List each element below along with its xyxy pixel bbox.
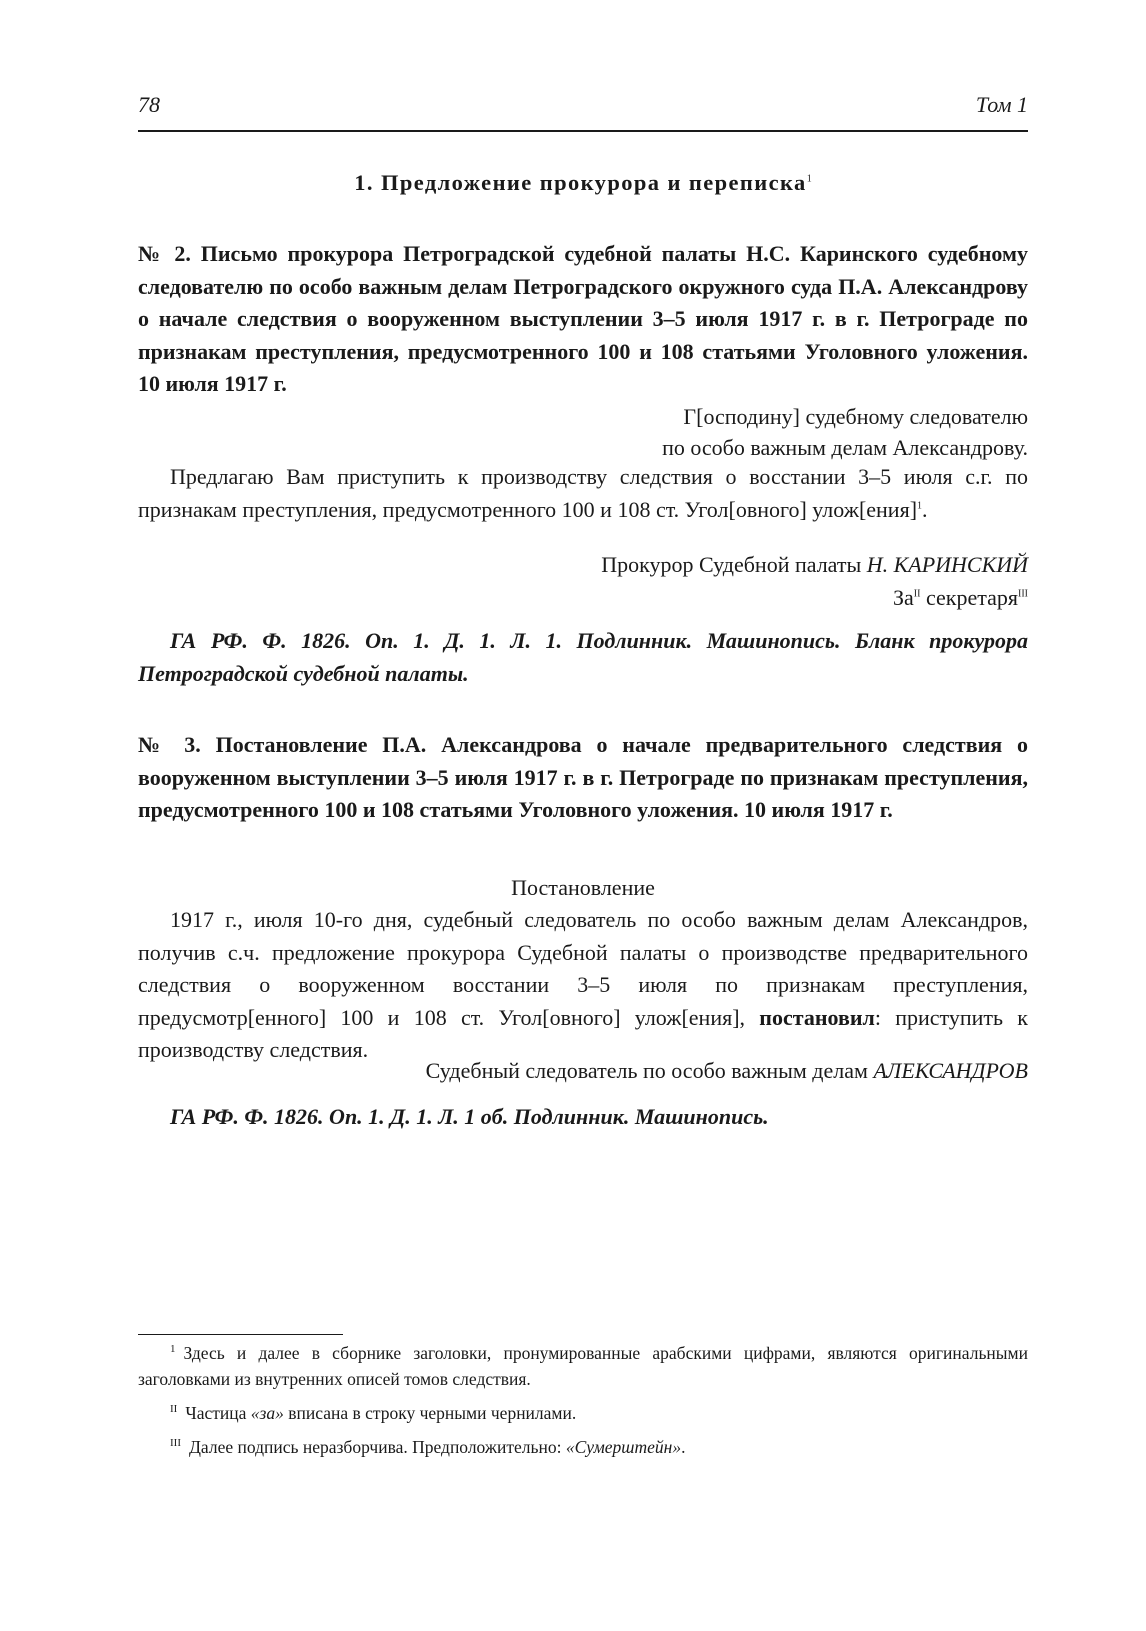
doc2-secretary: $За^{II}$ секретаря$^{III}$: [893, 585, 1028, 610]
footnote-ref: 1: [917, 500, 923, 512]
section-title: 1. Предложение прокурора и переписка$^1$: [354, 170, 812, 195]
doc2-address-line2: по особо важным делам Александрову.: [662, 435, 1028, 460]
doc2-archival-reference: ГА РФ. Ф. 1826. Оп. 1. Д. 1. Л. 1. Подлинник. Машинопись. Бланк прокурора Петроградской судебной палаты.: [138, 628, 1028, 686]
footnote-rule: [138, 1334, 343, 1335]
footnote: $^1$ Здесь и далее в сборнике заголовки, пронумированные арабскими цифрами, являются оригинальными заголовками из внутренних описей томов следствия.: [138, 1343, 1028, 1389]
footnote-ref: III: [1018, 588, 1028, 600]
page-number: 78: [138, 92, 160, 117]
doc3-title: Постановление: [511, 875, 655, 900]
footnote-ref: 1: [806, 173, 812, 185]
doc3-heading: № 3. Постановление П.А. Александрова о начале предварительного следствия о вооруженном выступлении 3–5 июля 1917 г. в г. Петрограде по признакам преступления, предусмотренного 100 и 108 статьями Уголовного уложения. 10 июля 1917 г.: [138, 732, 1028, 823]
doc2-body: Предлагаю Вам приступить к производству следствия о восстании 3–5 июля с.г. по признакам преступления, предусмотренного 100 и 108 ст. Угол[овного] улож[ения]$^1$.: [138, 464, 1028, 522]
doc3-signer-name: АЛЕКСАНДРОВ: [873, 1058, 1028, 1083]
doc3-archival-reference: ГА РФ. Ф. 1826. Оп. 1. Д. 1. Л. 1 об. Подлинник. Машинопись.: [170, 1104, 769, 1129]
doc3-body: 1917 г., июля 10-го дня, судебный следователь по особо важным делам Александров, получив с.ч. предложение прокурора Судебной палаты о производстве предварительного следствия о вооруженном восстании 3–5 июля по признакам преступления, предусмотр[енного] 100 и 108 ст. Угол[овного] улож[ения], постановил: приступить к производству следствия.: [138, 907, 1028, 1063]
footnote: $^{III}$ Далее подпись неразборчива. Предположительно: «Сумерштейн».: [170, 1437, 686, 1457]
doc2-heading: № 2. Письмо прокурора Петроградской судебной палаты Н.С. Каринского судебному следователю по особо важным делам Петроградского окружного суда П.А. Александрову о начале следствия о вооруженном выступлении 3–5 июля 1917 г. в г. Петрограде по признакам преступления, предусмотренного 100 и 108 статьями Уголовного уложения. 10 июля 1917 г.: [138, 241, 1028, 397]
volume-label: Том 1: [975, 92, 1028, 117]
doc3-signature: Судебный следователь по особо важным делам АЛЕКСАНДРОВ: [425, 1058, 1028, 1083]
header-rule: [138, 130, 1028, 132]
running-head: [138, 92, 1028, 128]
footnote: $^{II}$ Частица «за» вписана в строку черными чернилами.: [170, 1403, 577, 1423]
doc3-decision-word: постановил: [759, 1004, 875, 1030]
doc2-address-line1: Г[осподину] судебному следователю: [683, 404, 1028, 429]
doc2-signature: Прокурор Судебной палаты Н. КАРИНСКИЙ: [601, 552, 1028, 577]
footnotes: [138, 1340, 1028, 1468]
footnote-ref: II: [913, 588, 921, 600]
doc2-signer-name: Н. КАРИНСКИЙ: [866, 552, 1028, 577]
